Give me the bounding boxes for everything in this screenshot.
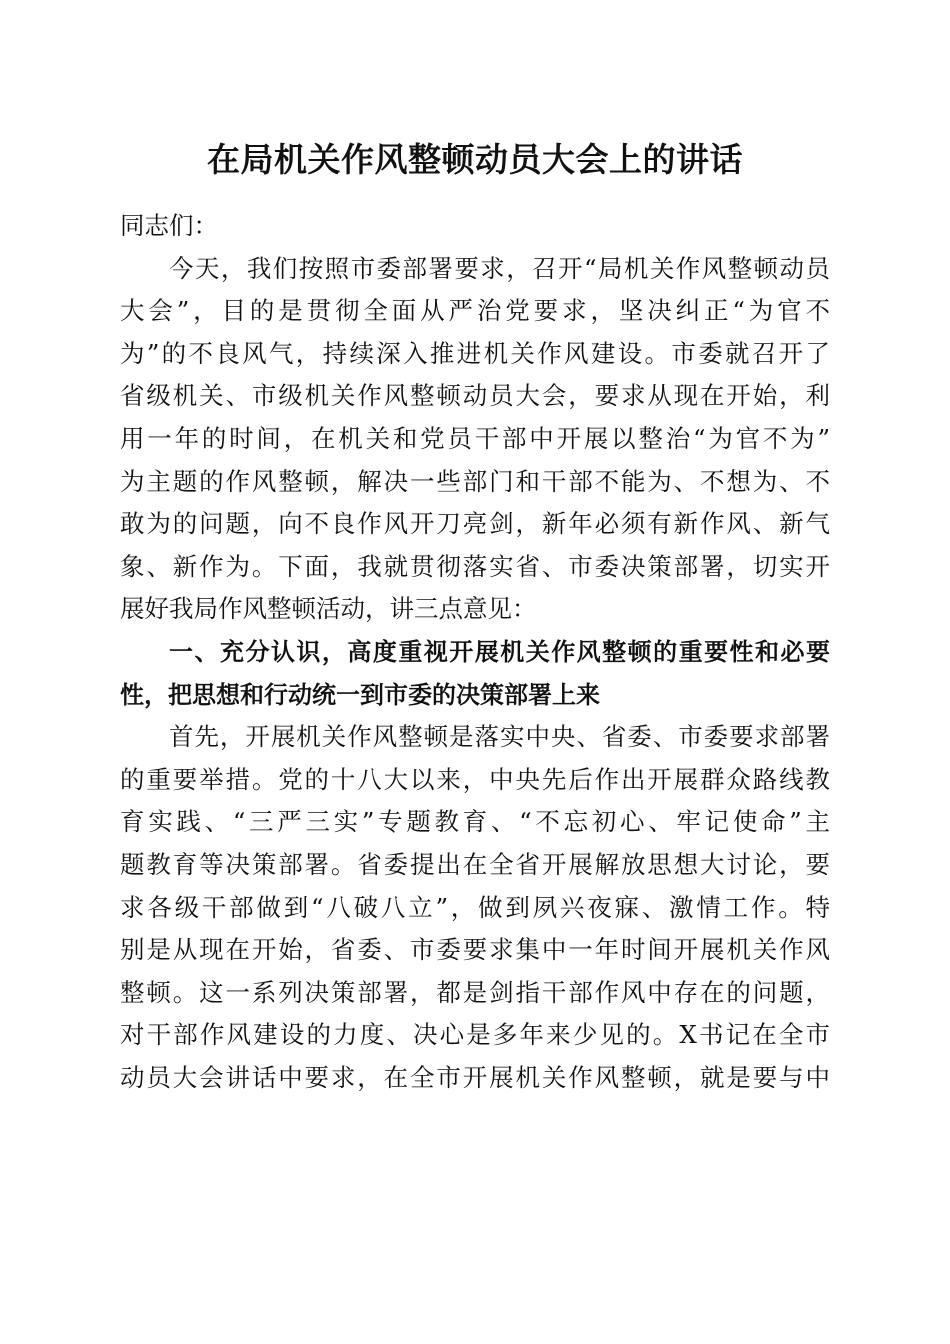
- paragraph-line: 为主题的作风整顿，解决一些部门和干部不能为、不想为、不: [120, 466, 830, 496]
- paragraph-line: 敢为的问题，向不良作风开刀亮剑，新年必须有新作风、新气: [120, 509, 830, 539]
- paragraph-line: 象、新作为。下面，我就贯彻落实省、市委决策部署，切实开: [120, 551, 830, 581]
- heading-line: 一、充分认识，高度重视开展机关作风整顿的重要性和必要: [169, 637, 830, 666]
- paragraph-line: 用一年的时间，在机关和党员干部中开展以整治“为官不为”: [120, 423, 830, 453]
- paragraph-line: 省级机关、市级机关作风整顿动员大会，要求从现在开始，利: [120, 381, 830, 411]
- section-heading-1: [120, 631, 830, 716]
- paragraph-line: 展好我局作风整顿活动，讲三点意见：: [120, 594, 537, 624]
- paragraph-line: 首先，开展机关作风整顿是落实中央、省委、市委要求部署: [169, 722, 830, 752]
- paragraph-line: 别是从现在开始，省委、市委要求集中一年时间开展机关作风: [120, 935, 830, 965]
- paragraph-line: 对干部作风建设的力度、决心是多年来少见的。X书记在全市: [120, 1020, 830, 1050]
- paragraph-line: 的重要举措。党的十八大以来，中央先后作出开展群众路线教: [120, 764, 830, 794]
- paragraph-line: 动员大会讲话中要求，在全市开展机关作风整顿，就是要与中: [120, 1062, 830, 1092]
- paragraph-line: 今天，我们按照市委部署要求，召开“局机关作风整顿动员: [169, 253, 830, 283]
- salutation: 同志们：: [120, 211, 218, 240]
- paragraph-line: 为”的不良风气，持续深入推进机关作风建设。市委就召开了: [120, 338, 830, 368]
- paragraph-line: 题教育等决策部署。省委提出在全省开展解放思想大讨论，要: [120, 849, 830, 879]
- paragraph-first-point: [120, 716, 830, 1099]
- paragraph-intro: [120, 248, 830, 631]
- paragraph-line: 育实践、“三严三实”专题教育、“不忘初心、牢记使命”主: [120, 807, 830, 837]
- paragraph-line: 整顿。这一系列决策部署，都是剑指干部作风中存在的问题，: [120, 977, 830, 1007]
- paragraph-line: 求各级干部做到“八破八立”，做到夙兴夜寐、激情工作。特: [120, 892, 830, 922]
- document-body: [120, 205, 830, 1099]
- document-title: 在局机关作风整顿动员大会上的讲话: [207, 140, 743, 179]
- heading-line: 性，把思想和行动统一到市委的决策部署上来: [120, 680, 600, 709]
- paragraph-line: 大会”，目的是贯彻全面从严治党要求，坚决纠正“为官不: [120, 296, 830, 326]
